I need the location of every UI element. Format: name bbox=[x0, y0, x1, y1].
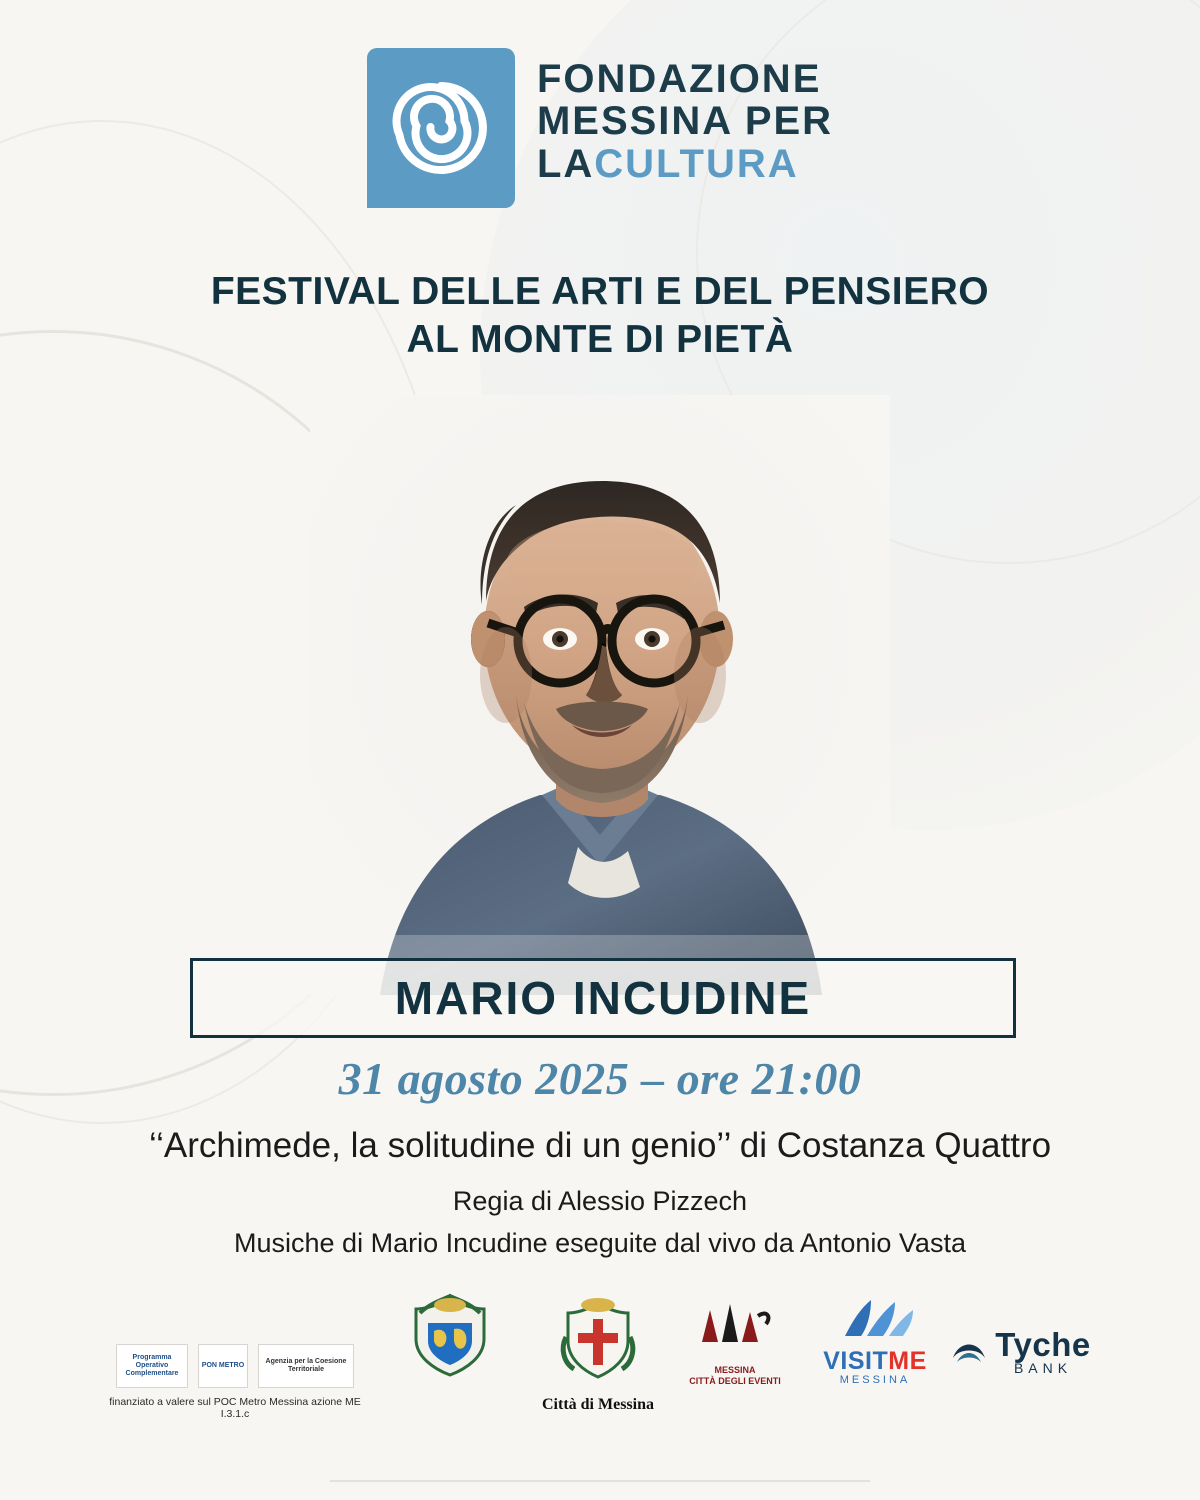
pon-metro-logo: PON METRO bbox=[198, 1344, 248, 1388]
sponsor-visitme bbox=[810, 1296, 940, 1386]
sponsor-messina-eventi bbox=[680, 1298, 790, 1386]
messina-eventi-icon bbox=[692, 1298, 778, 1360]
artist-portrait bbox=[310, 395, 890, 995]
sponsor-tyche-bank bbox=[935, 1326, 1105, 1376]
city-crest-icon bbox=[552, 1293, 644, 1385]
spiral-logo-icon bbox=[367, 48, 515, 208]
logo-line-2: MESSINA PER bbox=[536, 99, 834, 144]
artist-name: MARIO INCUDINE bbox=[394, 972, 812, 1024]
visitme-wordmark bbox=[810, 1347, 940, 1376]
visitme-accent: ME bbox=[888, 1347, 927, 1375]
tyche-subtitle: BANK bbox=[1013, 1360, 1073, 1376]
visitme-prefix: VISIT bbox=[823, 1347, 889, 1375]
sponsor-strip bbox=[0, 1294, 1200, 1444]
festival-title-line-2: AL MONTE DI PIETÀ bbox=[406, 317, 794, 361]
credit-music: Musiche di Mario Incudine eseguite dal vivo da Antonio Vasta bbox=[234, 1228, 966, 1258]
sponsor-eu-funding bbox=[100, 1330, 370, 1420]
logo-line-3 bbox=[537, 143, 833, 185]
agenzia-coesione-logo: Agenzia per la Coesione Territoriale bbox=[258, 1344, 354, 1388]
visitme-subtitle: MESSINA bbox=[839, 1374, 911, 1386]
bottom-divider bbox=[330, 1480, 870, 1482]
messina-eventi-line-2: CITTÀ DEGLI EVENTI bbox=[689, 1375, 781, 1386]
festival-title bbox=[0, 268, 1200, 363]
foundation-logo-text bbox=[537, 48, 833, 185]
city-caption: Città di Messina bbox=[542, 1396, 654, 1413]
credit-direction: Regia di Alessio Pizzech bbox=[452, 1186, 748, 1216]
sponsor-city bbox=[518, 1293, 678, 1414]
foundation-logo bbox=[0, 48, 1200, 208]
event-date-time: 31 agosto 2025 – ore 21:00 bbox=[338, 1053, 862, 1104]
logo-line-3-accent: CULTURA bbox=[594, 141, 799, 186]
eu-funding-caption: finanziato a valere sul POC Metro Messina azione ME I.3.1.c bbox=[109, 1396, 361, 1420]
poc-complementare-logo: Programma Operativo Complementare bbox=[116, 1344, 188, 1388]
festival-title-line-1: FESTIVAL DELLE ARTI E DEL PENSIERO bbox=[210, 270, 990, 313]
messina-eventi-line-1: MESSINA bbox=[714, 1365, 756, 1376]
show-title: ‘‘Archimede, la solitudine di un genio’’ di Costanza Quattro bbox=[148, 1126, 1052, 1165]
artist-name-box bbox=[190, 958, 1016, 1038]
sponsor-province bbox=[390, 1293, 510, 1384]
logo-line-1: FONDAZIONE bbox=[536, 57, 822, 101]
tyche-wordmark: Tyche bbox=[995, 1326, 1091, 1363]
visitme-sails-icon bbox=[827, 1296, 923, 1342]
tyche-mark-icon bbox=[949, 1334, 989, 1368]
province-crest-icon bbox=[404, 1293, 496, 1379]
logo-line-3-prefix: LA bbox=[536, 141, 595, 186]
